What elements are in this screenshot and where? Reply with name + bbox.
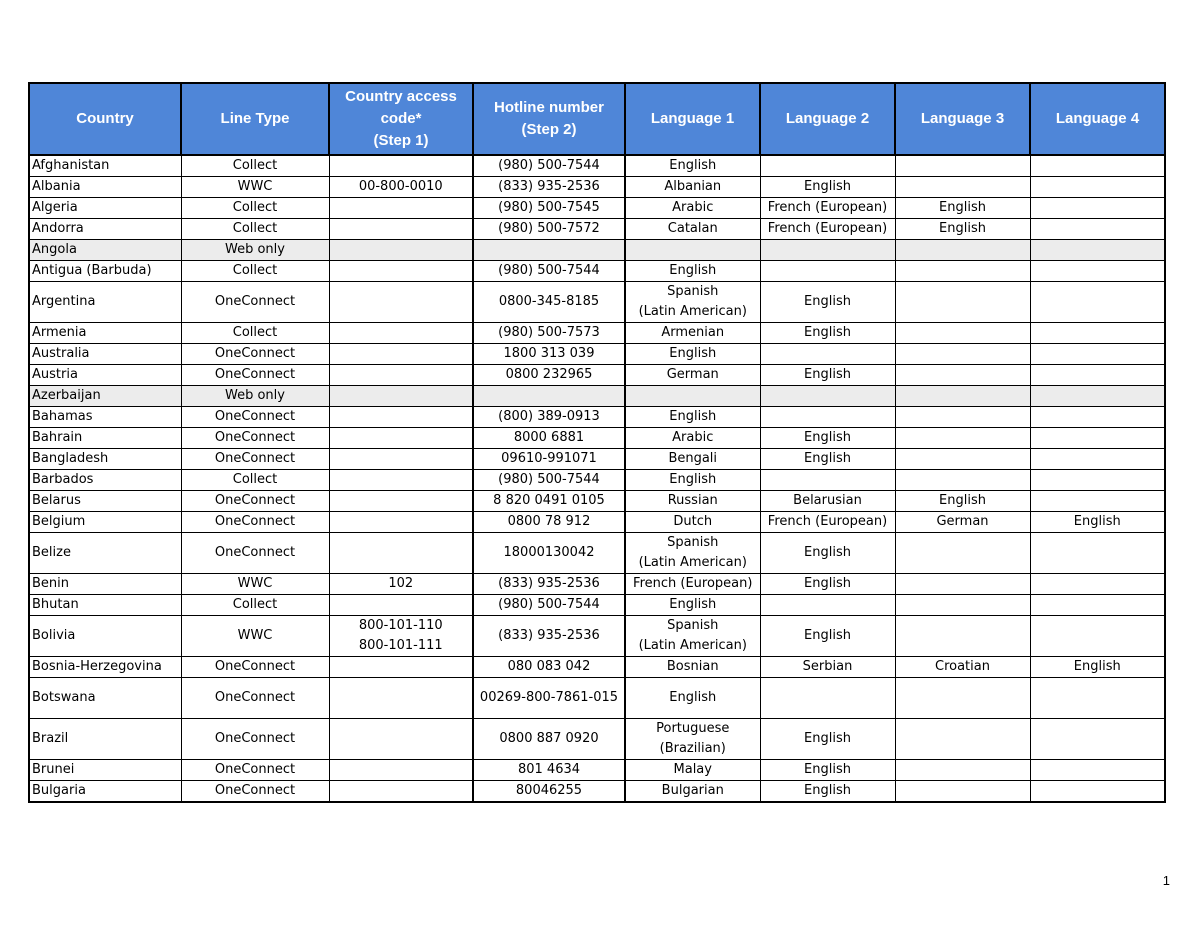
line-type-cell: WWC [181, 616, 329, 657]
language-4-cell [1030, 760, 1165, 781]
language-4-cell [1030, 282, 1165, 323]
country-cell: Afghanistan [29, 155, 181, 177]
language-3-cell [895, 428, 1030, 449]
language-2-cell: French (European) [760, 512, 895, 533]
language-2-cell [760, 470, 895, 491]
table-row [29, 657, 1165, 678]
hotline-number-cell: (800) 389-0913 [473, 407, 625, 428]
table-row [29, 407, 1165, 428]
table-row [29, 365, 1165, 386]
country-cell: Albania [29, 177, 181, 198]
table-row [29, 386, 1165, 407]
line-type-cell: OneConnect [181, 365, 329, 386]
language-1-cell: Arabic [625, 198, 760, 219]
access-code-cell [329, 323, 473, 344]
country-cell: Bulgaria [29, 781, 181, 803]
language-2-cell: English [760, 449, 895, 470]
access-code-cell [329, 219, 473, 240]
country-cell: Algeria [29, 198, 181, 219]
access-code-cell [329, 344, 473, 365]
line-type-cell: OneConnect [181, 491, 329, 512]
language-3-cell: German [895, 512, 1030, 533]
country-cell: Angola [29, 240, 181, 261]
line-type-cell: OneConnect [181, 657, 329, 678]
table-row [29, 512, 1165, 533]
language-1-cell [625, 386, 760, 407]
language-2-cell [760, 595, 895, 616]
line-type-cell: OneConnect [181, 428, 329, 449]
table-row [29, 282, 1165, 323]
line-type-cell: Collect [181, 323, 329, 344]
language-4-cell [1030, 616, 1165, 657]
language-2-cell: English [760, 282, 895, 323]
hotline-number-cell: 801 4634 [473, 760, 625, 781]
access-code-cell: 102 [329, 574, 473, 595]
language-3-cell [895, 177, 1030, 198]
language-4-cell [1030, 595, 1165, 616]
language-2-cell: Serbian [760, 657, 895, 678]
language-1-cell: Spanish (Latin American) [625, 533, 760, 574]
language-1-cell: Arabic [625, 428, 760, 449]
page-number: 1 [1162, 873, 1170, 888]
hotline-number-cell: (980) 500-7545 [473, 198, 625, 219]
language-2-cell [760, 155, 895, 177]
language-3-cell [895, 781, 1030, 803]
language-1-cell [625, 240, 760, 261]
access-code-cell: 800-101-110 800-101-111 [329, 616, 473, 657]
table-row [29, 781, 1165, 803]
header-language-4: Language 4 [1030, 83, 1165, 155]
language-4-cell [1030, 240, 1165, 261]
language-1-cell: English [625, 407, 760, 428]
language-4-cell [1030, 428, 1165, 449]
access-code-cell [329, 155, 473, 177]
table-body [29, 155, 1165, 802]
access-code-cell [329, 282, 473, 323]
country-cell: Argentina [29, 282, 181, 323]
access-code-cell [329, 678, 473, 719]
hotline-number-cell: 0800-345-8185 [473, 282, 625, 323]
language-4-cell [1030, 719, 1165, 760]
language-4-cell [1030, 678, 1165, 719]
table-row [29, 470, 1165, 491]
language-4-cell [1030, 198, 1165, 219]
language-4-cell [1030, 470, 1165, 491]
language-3-cell [895, 344, 1030, 365]
table-row [29, 428, 1165, 449]
language-1-cell: Armenian [625, 323, 760, 344]
language-1-cell: Bosnian [625, 657, 760, 678]
header-country: Country [29, 83, 181, 155]
table-row [29, 491, 1165, 512]
language-4-cell [1030, 533, 1165, 574]
language-4-cell [1030, 491, 1165, 512]
hotline-number-cell: 00269-800-7861-015 [473, 678, 625, 719]
hotline-table [28, 82, 1166, 803]
language-4-cell [1030, 155, 1165, 177]
access-code-cell [329, 533, 473, 574]
language-4-cell [1030, 177, 1165, 198]
language-3-cell: English [895, 219, 1030, 240]
language-1-cell: English [625, 344, 760, 365]
language-2-cell [760, 386, 895, 407]
language-3-cell [895, 574, 1030, 595]
header-access-code: Country access code* (Step 1) [329, 83, 473, 155]
hotline-number-cell: 080 083 042 [473, 657, 625, 678]
language-2-cell [760, 261, 895, 282]
language-3-cell: English [895, 491, 1030, 512]
language-2-cell: English [760, 719, 895, 760]
access-code-cell [329, 198, 473, 219]
language-2-cell: English [760, 533, 895, 574]
table-row [29, 323, 1165, 344]
country-cell: Barbados [29, 470, 181, 491]
language-1-cell: English [625, 595, 760, 616]
line-type-cell: OneConnect [181, 407, 329, 428]
country-cell: Australia [29, 344, 181, 365]
table-row [29, 616, 1165, 657]
country-cell: Bahrain [29, 428, 181, 449]
line-type-cell: OneConnect [181, 449, 329, 470]
header-row [29, 83, 1165, 155]
hotline-number-cell: (833) 935-2536 [473, 177, 625, 198]
header-line-type: Line Type [181, 83, 329, 155]
hotline-number-cell: (833) 935-2536 [473, 616, 625, 657]
language-1-cell: German [625, 365, 760, 386]
language-1-cell: Russian [625, 491, 760, 512]
hotline-number-cell: 8 820 0491 0105 [473, 491, 625, 512]
country-cell: Bangladesh [29, 449, 181, 470]
line-type-cell: Collect [181, 198, 329, 219]
language-1-cell: Albanian [625, 177, 760, 198]
hotline-number-cell: (980) 500-7544 [473, 470, 625, 491]
language-2-cell: English [760, 323, 895, 344]
country-cell: Andorra [29, 219, 181, 240]
language-3-cell [895, 760, 1030, 781]
language-2-cell [760, 344, 895, 365]
language-2-cell: English [760, 574, 895, 595]
table-row [29, 261, 1165, 282]
access-code-cell [329, 261, 473, 282]
hotline-number-cell: 0800 887 0920 [473, 719, 625, 760]
language-3-cell [895, 386, 1030, 407]
access-code-cell: 00-800-0010 [329, 177, 473, 198]
language-4-cell [1030, 574, 1165, 595]
table-row [29, 533, 1165, 574]
language-1-cell: Portuguese (Brazilian) [625, 719, 760, 760]
hotline-number-cell [473, 240, 625, 261]
language-2-cell: French (European) [760, 219, 895, 240]
line-type-cell: Collect [181, 470, 329, 491]
access-code-cell [329, 595, 473, 616]
line-type-cell: OneConnect [181, 781, 329, 803]
line-type-cell: Web only [181, 240, 329, 261]
access-code-cell [329, 512, 473, 533]
hotline-number-cell: (980) 500-7544 [473, 261, 625, 282]
hotline-number-cell: (980) 500-7544 [473, 595, 625, 616]
language-1-cell: Dutch [625, 512, 760, 533]
language-1-cell: Spanish (Latin American) [625, 616, 760, 657]
country-cell: Brunei [29, 760, 181, 781]
table-row [29, 240, 1165, 261]
line-type-cell: WWC [181, 574, 329, 595]
access-code-cell [329, 407, 473, 428]
header-language-2: Language 2 [760, 83, 895, 155]
header-language-3: Language 3 [895, 83, 1030, 155]
access-code-cell [329, 365, 473, 386]
language-4-cell [1030, 261, 1165, 282]
language-4-cell [1030, 781, 1165, 803]
table-row [29, 678, 1165, 719]
language-3-cell [895, 678, 1030, 719]
country-cell: Armenia [29, 323, 181, 344]
language-1-cell: English [625, 261, 760, 282]
country-cell: Benin [29, 574, 181, 595]
language-1-cell: French (European) [625, 574, 760, 595]
language-4-cell [1030, 344, 1165, 365]
table-row [29, 595, 1165, 616]
table-row [29, 177, 1165, 198]
language-1-cell: Bengali [625, 449, 760, 470]
language-3-cell [895, 719, 1030, 760]
language-1-cell: Bulgarian [625, 781, 760, 803]
country-cell: Belgium [29, 512, 181, 533]
country-cell: Belize [29, 533, 181, 574]
access-code-cell [329, 491, 473, 512]
country-cell: Brazil [29, 719, 181, 760]
language-3-cell [895, 470, 1030, 491]
access-code-cell [329, 781, 473, 803]
hotline-number-cell: (980) 500-7572 [473, 219, 625, 240]
language-2-cell [760, 240, 895, 261]
language-1-cell: Spanish (Latin American) [625, 282, 760, 323]
language-4-cell [1030, 365, 1165, 386]
country-cell: Austria [29, 365, 181, 386]
header-hotline-number: Hotline number (Step 2) [473, 83, 625, 155]
language-4-cell [1030, 323, 1165, 344]
hotline-number-cell: 80046255 [473, 781, 625, 803]
language-3-cell [895, 407, 1030, 428]
language-1-cell: English [625, 678, 760, 719]
language-3-cell [895, 533, 1030, 574]
line-type-cell: Collect [181, 219, 329, 240]
line-type-cell: OneConnect [181, 678, 329, 719]
table-row [29, 155, 1165, 177]
country-cell: Belarus [29, 491, 181, 512]
language-2-cell [760, 678, 895, 719]
access-code-cell [329, 470, 473, 491]
access-code-cell [329, 657, 473, 678]
hotline-number-cell: 0800 78 912 [473, 512, 625, 533]
country-cell: Azerbaijan [29, 386, 181, 407]
language-1-cell: Catalan [625, 219, 760, 240]
line-type-cell: OneConnect [181, 533, 329, 574]
table-row [29, 574, 1165, 595]
hotline-number-cell: 09610-991071 [473, 449, 625, 470]
country-cell: Bolivia [29, 616, 181, 657]
language-1-cell: Malay [625, 760, 760, 781]
table-row [29, 219, 1165, 240]
access-code-cell [329, 428, 473, 449]
language-2-cell [760, 407, 895, 428]
country-cell: Bosnia-Herzegovina [29, 657, 181, 678]
line-type-cell: OneConnect [181, 512, 329, 533]
line-type-cell: WWC [181, 177, 329, 198]
language-3-cell [895, 449, 1030, 470]
language-4-cell: English [1030, 657, 1165, 678]
language-4-cell [1030, 386, 1165, 407]
language-3-cell [895, 261, 1030, 282]
hotline-number-cell: 0800 232965 [473, 365, 625, 386]
language-1-cell: English [625, 470, 760, 491]
hotline-number-cell: (980) 500-7573 [473, 323, 625, 344]
access-code-cell [329, 449, 473, 470]
language-3-cell [895, 323, 1030, 344]
hotline-number-cell: 18000130042 [473, 533, 625, 574]
hotline-number-cell [473, 386, 625, 407]
language-2-cell: French (European) [760, 198, 895, 219]
language-1-cell: English [625, 155, 760, 177]
line-type-cell: OneConnect [181, 282, 329, 323]
table-row [29, 760, 1165, 781]
language-4-cell [1030, 219, 1165, 240]
country-cell: Bhutan [29, 595, 181, 616]
table-row [29, 344, 1165, 365]
language-3-cell [895, 595, 1030, 616]
language-3-cell [895, 616, 1030, 657]
table-row [29, 449, 1165, 470]
language-3-cell [895, 365, 1030, 386]
language-3-cell: English [895, 198, 1030, 219]
language-2-cell: Belarusian [760, 491, 895, 512]
hotline-number-cell: 8000 6881 [473, 428, 625, 449]
line-type-cell: Collect [181, 261, 329, 282]
language-4-cell [1030, 449, 1165, 470]
line-type-cell: OneConnect [181, 719, 329, 760]
language-3-cell [895, 240, 1030, 261]
language-2-cell: English [760, 760, 895, 781]
line-type-cell: OneConnect [181, 344, 329, 365]
language-2-cell: English [760, 428, 895, 449]
hotline-number-cell: 1800 313 039 [473, 344, 625, 365]
line-type-cell: Web only [181, 386, 329, 407]
language-3-cell: Croatian [895, 657, 1030, 678]
language-2-cell: English [760, 365, 895, 386]
language-4-cell: English [1030, 512, 1165, 533]
country-cell: Bahamas [29, 407, 181, 428]
access-code-cell [329, 760, 473, 781]
table-row [29, 719, 1165, 760]
header-language-1: Language 1 [625, 83, 760, 155]
hotline-number-cell: (980) 500-7544 [473, 155, 625, 177]
language-2-cell: English [760, 616, 895, 657]
country-cell: Antigua (Barbuda) [29, 261, 181, 282]
language-3-cell [895, 155, 1030, 177]
country-cell: Botswana [29, 678, 181, 719]
language-3-cell [895, 282, 1030, 323]
line-type-cell: OneConnect [181, 760, 329, 781]
access-code-cell [329, 719, 473, 760]
table-header [29, 83, 1165, 155]
language-2-cell: English [760, 177, 895, 198]
access-code-cell [329, 386, 473, 407]
hotline-number-cell: (833) 935-2536 [473, 574, 625, 595]
line-type-cell: Collect [181, 155, 329, 177]
access-code-cell [329, 240, 473, 261]
language-4-cell [1030, 407, 1165, 428]
language-2-cell: English [760, 781, 895, 803]
line-type-cell: Collect [181, 595, 329, 616]
table-row [29, 198, 1165, 219]
